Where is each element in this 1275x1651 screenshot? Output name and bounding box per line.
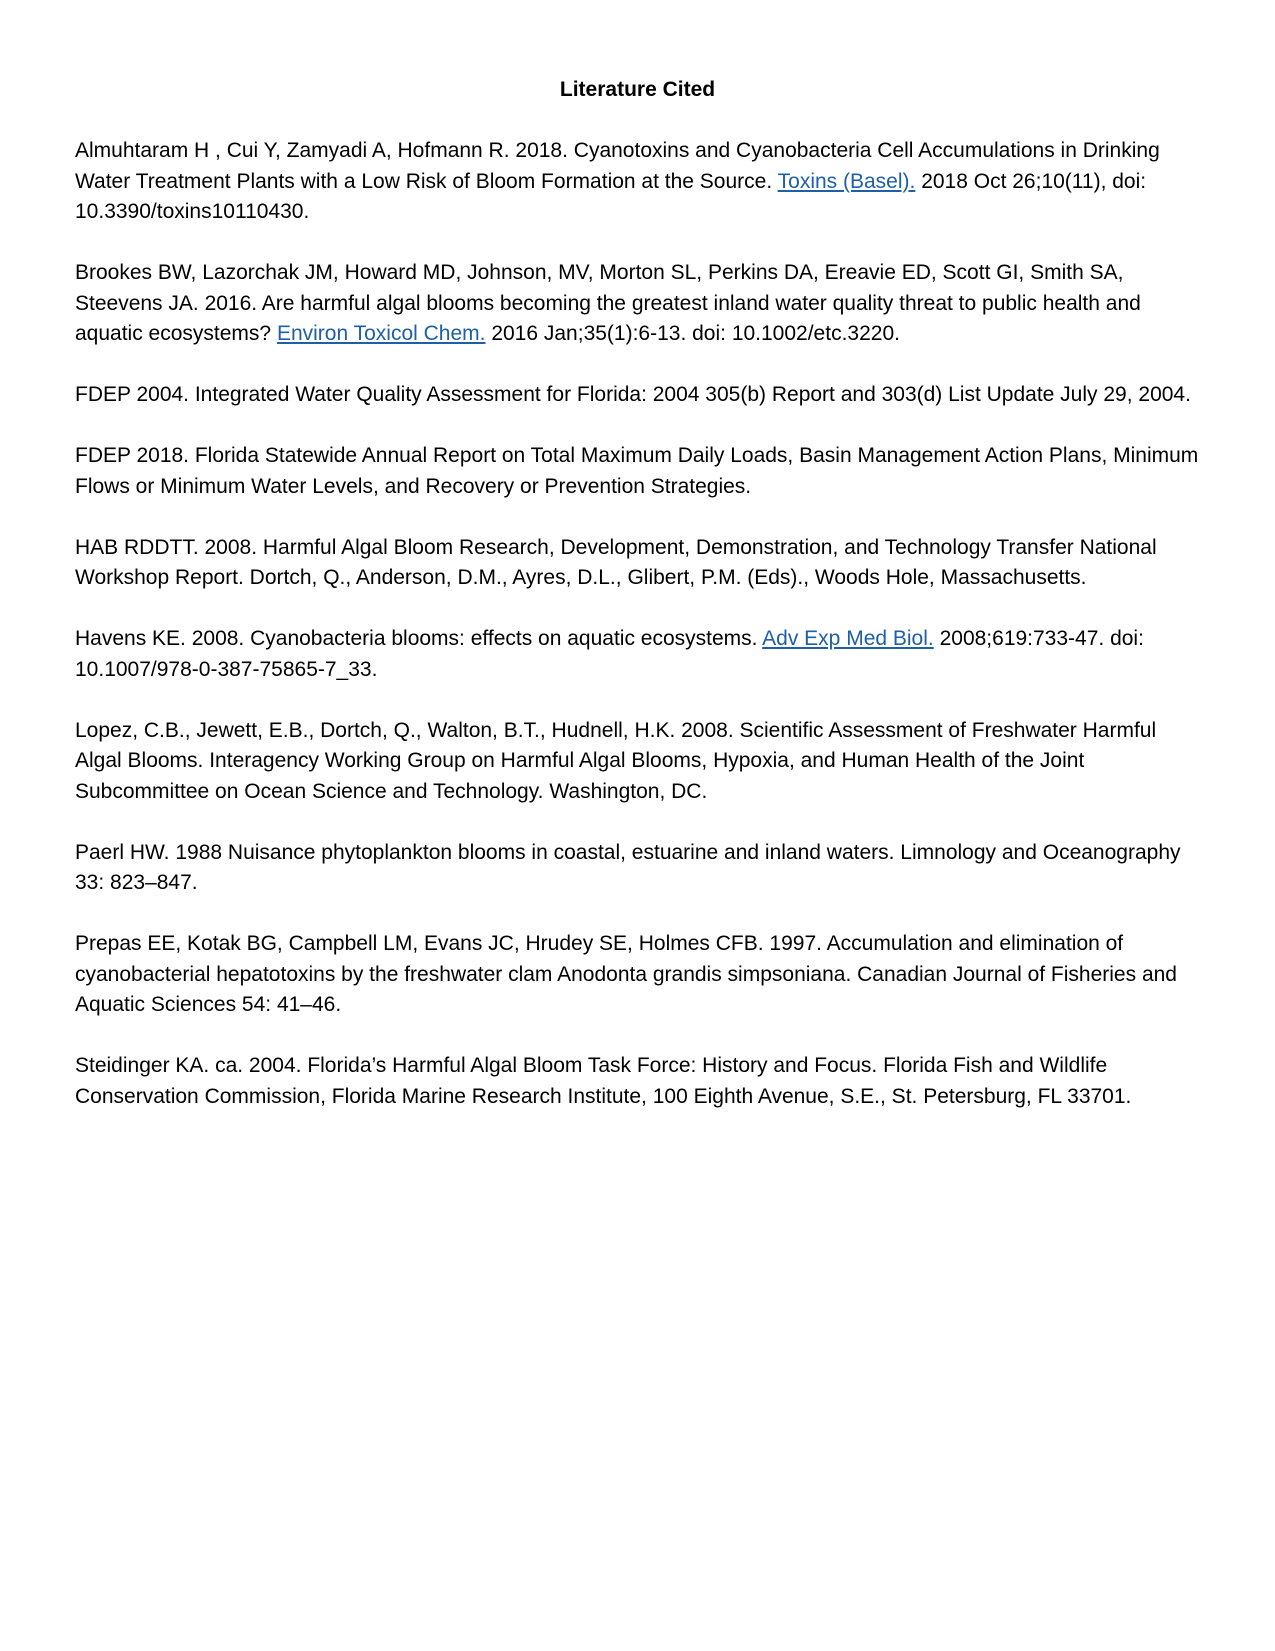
reference-text: Havens KE. 2008. Cyanobacteria blooms: effects on aquatic ecosystems.	[75, 627, 763, 650]
reference-text: Brookes BW, Lazorchak JM, Howard MD, Johnson, MV, Morton SL, Perkins DA, Ereavie ED, Scott GI, Smith SA, Steevens JA. 2016. Are harmful algal blooms becoming the greatest inland water quality threat to public health and aquatic ecosystems?	[75, 261, 1141, 345]
journal-link[interactable]: Toxins (Basel).	[777, 169, 916, 193]
reference-item	[75, 716, 1200, 808]
journal-link[interactable]: Environ Toxicol Chem.	[276, 322, 486, 345]
page-title: Literature Cited	[559, 78, 716, 101]
reference-item	[75, 380, 1200, 411]
reference-item	[75, 624, 1200, 685]
reference-text: Lopez, C.B., Jewett, E.B., Dortch, Q., Walton, B.T., Hudnell, H.K. 2008. Scientific Assessment of Freshwater Harmful Algal Blooms. Interagency Working Group on Harmful Algal Blooms, Hypoxia, and Human Health of the Joint Subcommittee on Ocean Science and Technology. Washington, DC.	[75, 718, 1157, 803]
reference-text-tail: 2008;619:733-47. doi: 10.1007/978-0-387-75865-7_33.	[75, 627, 1144, 681]
reference-item	[75, 1051, 1200, 1112]
reference-item	[75, 929, 1200, 1021]
journal-link[interactable]: Adv Exp Med Biol.	[762, 627, 934, 650]
reference-text: Steidinger KA. ca. 2004. Florida’s Harmful Algal Bloom Task Force: History and Focus. Florida Fish and Wildlife Conservation Commission, Florida Marine Research Institute, 100 Eighth Avenue, S.E., St. Petersburg, FL 33701.	[75, 1054, 1132, 1108]
reference-text: FDEP 2018. Florida Statewide Annual Report on Total Maximum Daily Loads, Basin Management Action Plans, Minimum Flows or Minimum Water Levels, and Recovery or Prevention Strategies.	[75, 444, 1199, 498]
reference-text: HAB RDDTT. 2008. Harmful Algal Bloom Research, Development, Demonstration, and Technology Transfer National Workshop Report. Dortch, Q., Anderson, D.M., Ayres, D.L., Glibert, P.M. (Eds)., Woods Hole, Massachusetts.	[75, 535, 1157, 589]
reference-text-tail: 2016 Jan;35(1):6-13. doi: 10.1002/etc.3220.	[485, 322, 900, 345]
reference-list	[75, 136, 1200, 1143]
reference-text: FDEP 2004. Integrated Water Quality Assessment for Florida: 2004 305(b) Report and 303(d) List Update July 29, 2004.	[75, 383, 1191, 406]
reference-text: Almuhtaram H , Cui Y, Zamyadi A, Hofmann R. 2018. Cyanotoxins and Cyanobacteria Cell Accumulations in Drinking Water Treatment Plants with a Low Risk of Bloom Formation at the Source.	[75, 139, 1160, 193]
reference-item	[75, 136, 1200, 228]
reference-item	[75, 258, 1200, 350]
reference-text: Prepas EE, Kotak BG, Campbell LM, Evans JC, Hrudey SE, Holmes CFB. 1997. Accumulation and elimination of cyanobacterial hepatotoxins by the freshwater clam Anodonta grandis simpsoniana. Canadian Journal of Fisheries and Aquatic Sciences 54: 41–46.	[75, 932, 1177, 1016]
reference-text: Paerl HW. 1988 Nuisance phytoplankton blooms in coastal, estuarine and inland waters. Limnology and Oceanography 33: 823–847.	[75, 840, 1181, 894]
reference-item	[75, 533, 1200, 594]
reference-text-tail: 2018 Oct 26;10(11), doi: 10.3390/toxins10110430.	[75, 169, 1147, 223]
reference-item	[75, 838, 1200, 899]
reference-item	[75, 441, 1200, 502]
